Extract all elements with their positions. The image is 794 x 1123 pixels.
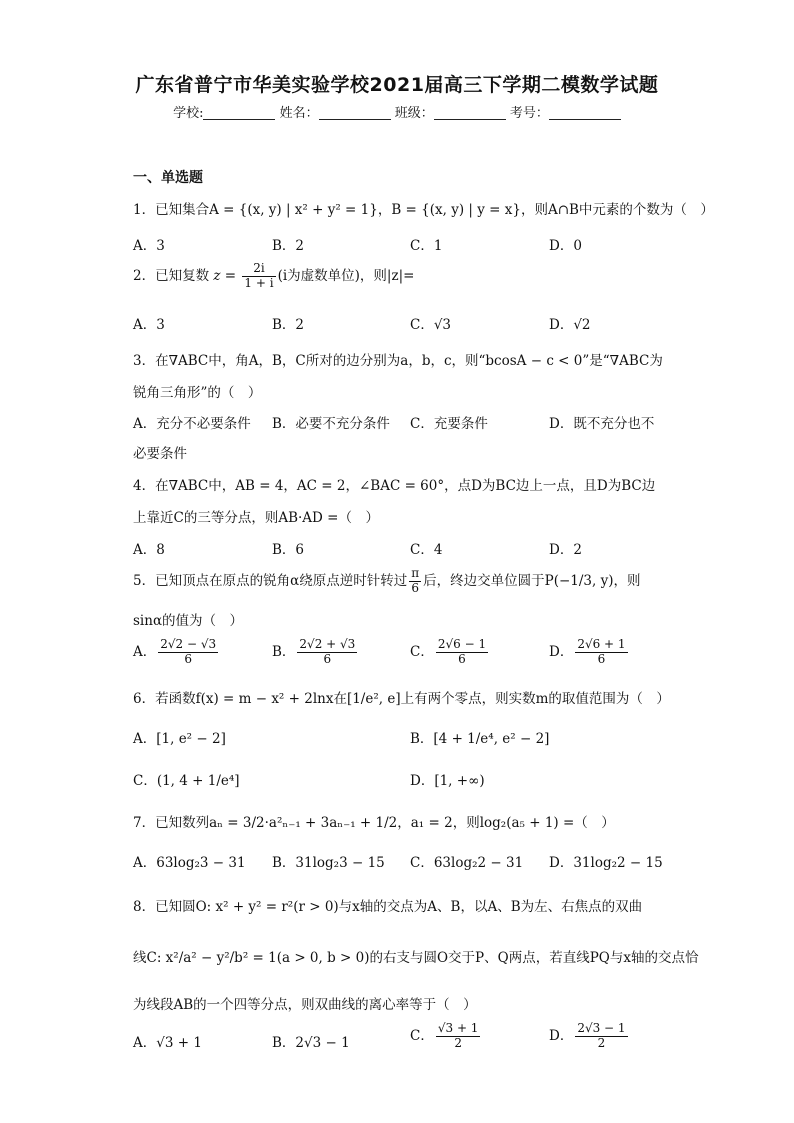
q5-pi-fraction: $\frac{\pi}{6}$ bbox=[411, 566, 420, 595]
question-5-line1: 5．已知顶点在原点的锐角α绕原点逆时针转过 $\frac{\pi}{6}$ 后，终边交单位圆于P(−1/3, y)，则 bbox=[133, 566, 641, 595]
q2-option-d[interactable]: D．√2 bbox=[549, 317, 591, 333]
q3-option-d-cont: 必要条件 bbox=[133, 446, 187, 462]
q6-option-d[interactable]: D．[1, +∞) bbox=[410, 773, 485, 789]
q5-option-c[interactable]: C． $\frac{2√6 - 1}{6}$ bbox=[410, 637, 487, 666]
q7-option-d[interactable]: D．31log₂2 − 15 bbox=[549, 855, 663, 871]
q2-option-c[interactable]: C．√3 bbox=[410, 317, 452, 333]
q2-suffix: (i为虚数单位)，则|z|= bbox=[277, 267, 415, 284]
question-4-line2: 上靠近C的三等分点，则AB·AD =（ ） bbox=[133, 510, 379, 526]
q5-option-a[interactable]: A． $\frac{2√2 - √3}{6}$ bbox=[133, 637, 217, 666]
q7-option-b[interactable]: B．31log₂3 − 15 bbox=[272, 855, 385, 871]
name-label: 姓名： bbox=[279, 106, 319, 121]
id-field[interactable] bbox=[549, 105, 621, 120]
q2-fraction: $\frac{2i}{1 + i}$ bbox=[244, 261, 274, 290]
question-8-line1: 8．已知圆O: x² + y² = r²(r > 0)与x轴的交点为A、B，以A、B为左、右焦点的双曲 bbox=[133, 899, 643, 915]
school-label: 学校: bbox=[173, 106, 204, 121]
q6-option-c[interactable]: C．(1, 4 + 1/e⁴] bbox=[133, 773, 240, 789]
q1-text: 1．已知集合A = {(x, y) | x² + y² = 1}，B = {(x, y) | y = x}，则A∩B中元素的个数为（ ） bbox=[133, 202, 714, 218]
class-field[interactable] bbox=[434, 105, 506, 120]
q8-option-a[interactable]: A．√3 + 1 bbox=[133, 1035, 202, 1051]
q1-option-b[interactable]: B．2 bbox=[272, 238, 305, 254]
q4-option-d[interactable]: D．2 bbox=[549, 542, 582, 558]
question-2: 2．已知复数 z = $\frac{2i}{1 + i}$ (i为虚数单位)，则|z|= bbox=[133, 261, 415, 290]
q8-option-d[interactable]: D． $\frac{2√3 - 1}{2}$ bbox=[549, 1021, 626, 1050]
question-4-line1: 4．在∇ABC中，AB = 4，AC = 2，∠BAC = 60°，点D为BC边上一点，且D为BC边 bbox=[133, 478, 656, 494]
q6-option-a[interactable]: A．[1, e² − 2] bbox=[133, 731, 226, 747]
exam-info-row bbox=[0, 102, 794, 121]
page-title: 广东省普宁市华美实验学校2021届高三下学期二模数学试题 bbox=[135, 74, 659, 96]
question-8-line2: 线C: x²/a² − y²/b² = 1(a > 0, b > 0)的右支与圆O交于P、Q两点，若直线PQ与x轴的交点恰 bbox=[133, 950, 699, 966]
q1-option-d[interactable]: D．0 bbox=[549, 238, 582, 254]
q5-option-b[interactable]: B． $\frac{2√2 + √3}{6}$ bbox=[272, 637, 356, 666]
q4-option-a[interactable]: A．8 bbox=[133, 542, 165, 558]
q4-option-b[interactable]: B．6 bbox=[272, 542, 305, 558]
question-5-line2: sinα的值为（ ） bbox=[133, 613, 244, 629]
q7-option-c[interactable]: C．63log₂2 − 31 bbox=[410, 855, 524, 871]
class-label: 班级： bbox=[394, 106, 434, 121]
section-heading: 一、单选题 bbox=[133, 170, 203, 186]
question-3-line2: 锐角三角形”的（ ） bbox=[133, 385, 262, 401]
q5-option-d[interactable]: D． $\frac{2√6 + 1}{6}$ bbox=[549, 637, 626, 666]
q2-option-a[interactable]: A．3 bbox=[133, 317, 165, 333]
question-7: 7．已知数列aₙ = 3/2·a²ₙ₋₁ + 3aₙ₋₁ + 1/2，a₁ = 2，则log₂(a₅ + 1) =（ ） bbox=[133, 815, 615, 831]
question-6: 6．若函数f(x) = m − x² + 2lnx在[1/e², e]上有两个零点，则实数m的取值范围为（ ） bbox=[133, 691, 670, 707]
q8-option-b[interactable]: B．2√3 − 1 bbox=[272, 1035, 350, 1051]
q8-option-c[interactable]: C． $\frac{√3 + 1}{2}$ bbox=[410, 1021, 479, 1050]
q4-option-c[interactable]: C．4 bbox=[410, 542, 443, 558]
school-field[interactable] bbox=[203, 105, 275, 120]
q1-option-c[interactable]: C．1 bbox=[410, 238, 443, 254]
id-label: 考号： bbox=[509, 106, 549, 121]
question-3-line1: 3．在∇ABC中，角A，B，C所对的边分别为a，b，c，则“bcosA − c < 0”是“∇ABC为 bbox=[133, 353, 663, 369]
q2-prefix: 2．已知复数 bbox=[133, 267, 210, 284]
q2-option-b[interactable]: B．2 bbox=[272, 317, 305, 333]
q3-option-d[interactable]: D．既不充分也不 bbox=[549, 416, 655, 432]
question-1 bbox=[133, 198, 714, 218]
q3-option-b[interactable]: B．必要不充分条件 bbox=[272, 416, 390, 432]
q7-option-a[interactable]: A．63log₂3 − 31 bbox=[133, 855, 246, 871]
question-8-line3: 为线段AB的一个四等分点，则双曲线的离心率等于（ ） bbox=[133, 997, 477, 1013]
q3-option-a[interactable]: A．充分不必要条件 bbox=[133, 416, 251, 432]
name-field[interactable] bbox=[319, 105, 391, 120]
q6-option-b[interactable]: B．[4 + 1/e⁴, e² − 2] bbox=[410, 731, 550, 747]
q3-option-c[interactable]: C．充要条件 bbox=[410, 416, 488, 432]
q1-option-a[interactable]: A．3 bbox=[133, 238, 165, 254]
